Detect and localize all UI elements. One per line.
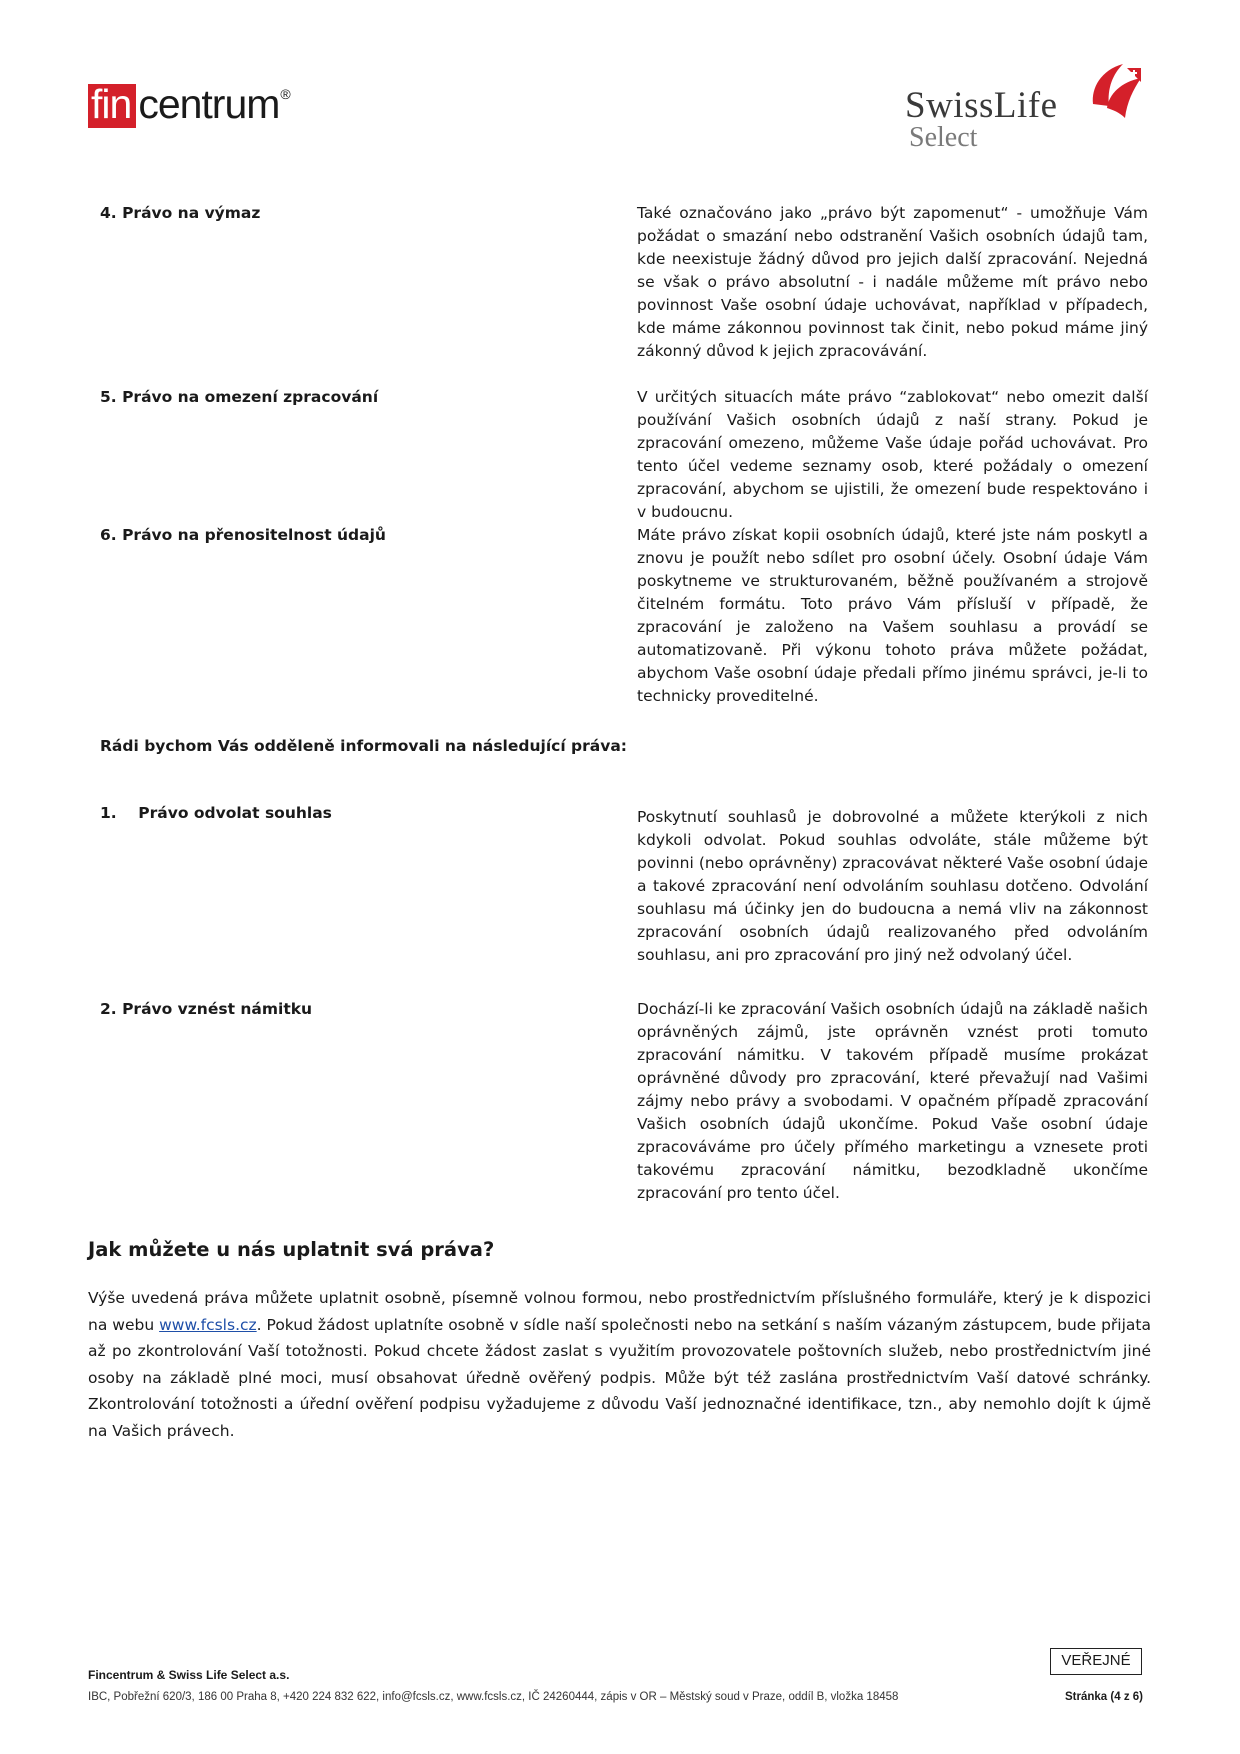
separate-rights-heading: Rádi bychom Vás odděleně informovali na následující práva: bbox=[100, 737, 627, 755]
fincentrum-logo bbox=[88, 81, 290, 128]
right-label: 2. Právo vznést námitku bbox=[100, 1000, 313, 1018]
section-paragraph bbox=[88, 1285, 1151, 1444]
right-description: Také označováno jako „právo být zapomenut“ - umožňuje Vám požádat o smazání nebo odstranění Vašich osobních údajů tam, kde neexistuje žádný důvod pro jejich další zpracování. Nejedná se však o právo absolutní - i nadále můžeme mít právo nebo povinnost Vaše osobní údaje uchovávat, například v případech, kde máme zákonnou povinnost tak činit, nebo pokud máme jiný zákonný důvod k jejich zpracovávání. bbox=[637, 204, 1148, 360]
swisslife-logo-sub: Select bbox=[909, 122, 978, 153]
website-link[interactable]: www.fcsls.cz bbox=[159, 1315, 257, 1334]
registered-mark: ® bbox=[280, 86, 290, 102]
right-description: Dochází-li ke zpracování Vašich osobních údajů na základě našich oprávněných zájmů, jste oprávněn vznést proti tomuto zpracování námitku. V takovém případě musíme prokázat oprávněné důvody pro zpracování, které převažují nad Vašimi zájmy nebo právy a svobodami. V opačném případě zpracování Vašich osobních údajů ukončíme. Pokud Vaše osobní údaje zpracováváme pro účely přímého marketingu a vznesete proti takovému zpracování námitku, bezodkladně ukončíme zpracování pro tento účel. bbox=[637, 1000, 1148, 1202]
right-label: 1. Právo odvolat souhlas bbox=[100, 804, 332, 822]
right-description: Máte právo získat kopii osobních údajů, které jste nám poskytl a znovu je použít nebo sdílet pro osobní účely. Osobní údaje Vám poskytneme ve strukturovaném, běžně používaném a strojově čitelném formátu. Toto právo Vám přísluší v případě, že zpracování je založeno na Vašem souhlasu a provádí se automatizovaně. Při výkonu tohoto práva můžete požádat, abychom Vaše osobní údaje předali přímo jinému správci, je-li to technicky proveditelné. bbox=[637, 526, 1148, 705]
paragraph-text-after-link: . Pokud žádost uplatníte osobně v sídle naší společnosti nebo na setkání s naším vázaným zástupcem, bude přijata až po zkontrolování Vaší totožnosti. Pokud chcete žádost zaslat s využitím provozovatele poštovních služeb, nebo prostřednictvím jiné osoby na základě plné moci, musí obsahovat úředně ověřený podpis. Může být též zaslána prostřednictvím Vaší datové schránky. Zkontrolování totožnosti a úřední ověření podpisu vyžadujeme z důvodu Vaší jednoznačné identifikace, tzn., aby nemohlo dojít k újmě na Vašich právech. bbox=[88, 1315, 1151, 1440]
right-label: 4. Právo na výmaz bbox=[100, 204, 261, 222]
swisslife-logo-name: SwissLife bbox=[905, 85, 1058, 126]
right-label: 6. Právo na přenositelnost údajů bbox=[100, 526, 386, 544]
page-number: Stránka (4 z 6) bbox=[1065, 1691, 1143, 1703]
fincentrum-logo-centrum: centrum bbox=[138, 81, 280, 127]
footer-company: Fincentrum & Swiss Life Select a.s. bbox=[88, 1668, 290, 1682]
footer-address: IBC, Pobřežní 620/3, 186 00 Praha 8, +420 224 832 622, info@fcsls.cz, www.fcsls.cz, IČ 24260444, zápis v OR – Městský soud v Praze, oddíl B, vložka 18458 bbox=[88, 1691, 899, 1703]
fincentrum-logo-fin: fin bbox=[88, 84, 136, 128]
swisslife-swoosh-icon bbox=[1083, 60, 1145, 122]
section-title: Jak můžete u nás uplatnit svá práva? bbox=[88, 1238, 495, 1261]
right-description: Poskytnutí souhlasů je dobrovolné a můžete kterýkoli z nich kdykoli odvolat. Pokud souhlas odvoláte, stále můžeme být povinni (nebo oprávněny) zpracovávat některé Vaše osobní údaje a takové zpracování není odvoláním souhlasu dotčeno. Odvolání souhlasu má účinky jen do budoucna a nemá vliv na zákonnost zpracování osobních údajů realizovaného před odvoláním souhlasu, ani pro zpracování pro jiný než odvolaný účel. bbox=[637, 808, 1148, 964]
swisslife-select-logo bbox=[905, 60, 1155, 160]
right-label: 5. Právo na omezení zpracování bbox=[100, 388, 379, 406]
right-description: V určitých situacích máte právo “zablokovat“ nebo omezit další používání Vašich osobních údajů z naší strany. Pokud je zpracování omezeno, můžeme Vaše údaje pořád uchovávat. Pro tento účel vedeme seznamy osob, které požádaly o omezení zpracování, abychom se ujistili, že omezení bude respektováno i v budoucnu. bbox=[637, 388, 1148, 521]
paragraph-text-before-link: Výše uvedená práva můžete uplatnit osobně, písemně volnou formou, nebo prostřednictvím příslušného formuláře, který je k dispozici na webu bbox=[88, 1289, 1151, 1334]
classification-badge: VEŘEJNÉ bbox=[1050, 1648, 1142, 1675]
